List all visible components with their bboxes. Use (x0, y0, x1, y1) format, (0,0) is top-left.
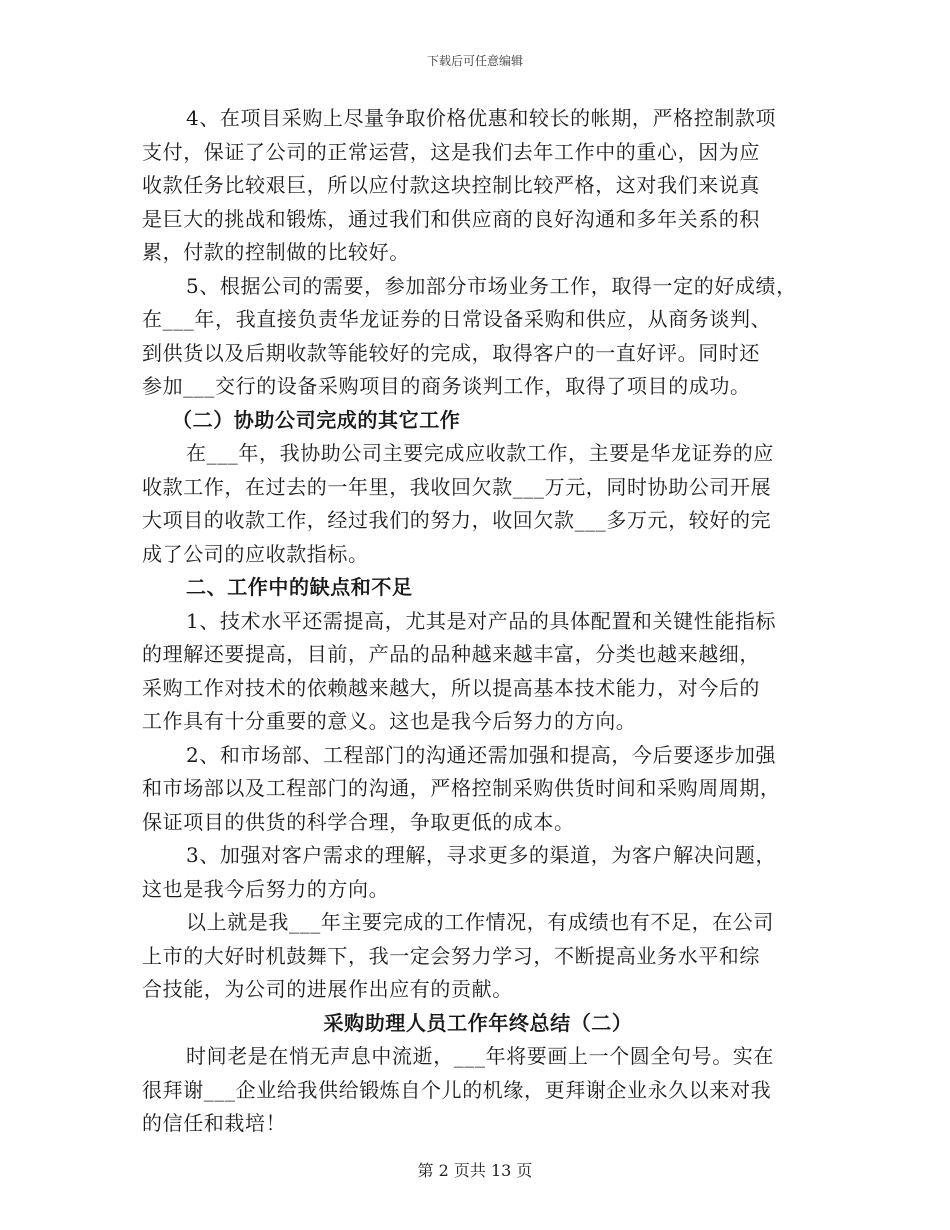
section-heading-other-work: （二）协助公司完成的其它工作 (172, 407, 461, 432)
text-line: 2、和市场部、工程部门的沟通还需加强和提高，今后要逐步加强 (186, 742, 777, 767)
text-line: 5、根据公司的需要，参加部分市场业务工作，取得一定的好成绩， (186, 273, 797, 298)
text-line: 成了公司的应收款指标。 (142, 541, 369, 566)
document-title-part-2: 采购助理人员工作年终总结（二） (323, 1010, 633, 1035)
paragraph-4 (142, 102, 814, 270)
text-line: 的信任和栽培！ (142, 1111, 287, 1135)
paragraph-conclusion (142, 906, 814, 1007)
document-body (142, 102, 814, 1141)
text-line: 1、技术水平还需提高，尤其是对产品的具体配置和关键性能指标 (186, 608, 777, 633)
text-line: 时间老是在悄无声息中流逝，___年将要画上一个圆全句号。实在 (186, 1044, 774, 1068)
text-line: 采购工作对技术的依赖越来越大，所以提高基本技术能力，对今后的 (142, 675, 760, 700)
text-line: 工作具有十分重要的意义。这也是我今后努力的方向。 (142, 709, 637, 733)
text-line: 累，付款的控制做的比较好。 (142, 240, 410, 264)
text-line: 参加___交行的设备采购项目的商务谈判工作，取得了项目的成功。 (142, 374, 751, 398)
text-line: 3、加强对客户需求的理解，寻求更多的渠道，为客户解决问题， (186, 843, 777, 867)
text-line: 这也是我今后努力的方向。 (142, 876, 390, 901)
text-line: 很拜谢___企业给我供给锻炼自个儿的机缘，更拜谢企业永久以来对我 (142, 1077, 772, 1102)
paragraph-part2-intro (142, 1040, 814, 1141)
text-line: 大项目的收款工作，经过我们的努力，收回欠款___多万元，较好的完 (142, 508, 772, 532)
text-line: 在___年，我协助公司主要完成应收款工作，主要是华龙证券的应 (186, 441, 774, 465)
text-line: 的理解还要提高，目前，产品的品种越来越丰富，分类也越来越细， (142, 642, 760, 666)
text-line: 在___年，我直接负责华龙证券的日常设备采购和供应，从商务谈判、 (142, 307, 772, 331)
text-line: 和市场部以及工程部门的沟通，严格控制采购供货时间和采购周周期， (142, 776, 781, 800)
text-line: 以上就是我___年主要完成的工作情况，有成绩也有不足，在公司 (186, 910, 774, 934)
paragraph-shortcoming-2 (142, 739, 814, 840)
page-footer: 第 2 页共 13 页 (417, 1161, 533, 1180)
text-line: 到供货以及后期收款等能较好的完成，取得客户的一直好评。同时还 (142, 340, 760, 365)
text-line: 合技能，为公司的进展作出应有的贡献。 (142, 977, 513, 1001)
section-heading-shortcomings: 二、工作中的缺点和不足 (186, 575, 413, 599)
text-line: 支付，保证了公司的正常运营，这是我们去年工作中的重心，因为应 (142, 139, 760, 164)
text-line: 是巨大的挑战和锻炼，通过我们和供应商的良好沟通和多年关系的积 (142, 206, 760, 231)
paragraph-shortcoming-3 (142, 839, 814, 906)
page-header: 下载后可任意编辑 (426, 54, 523, 68)
text-line: 收款工作，在过去的一年里，我收回欠款___万元，同时协助公司开展 (142, 474, 772, 499)
text-line: 收款任务比较艰巨，所以应付款这块控制比较严格，这对我们来说真 (142, 173, 760, 197)
paragraph-other-work (142, 437, 814, 571)
text-line: 保证项目的供货的科学合理，争取更低的成本。 (142, 809, 575, 834)
text-line: 4、在项目采购上尽量争取价格优惠和较长的帐期，严格控制款项 (186, 106, 777, 130)
paragraph-shortcoming-1 (142, 605, 814, 739)
paragraph-5 (142, 270, 814, 404)
text-line: 上市的大好时机鼓舞下，我一定会努力学习，不断提高业务水平和综 (142, 943, 760, 968)
